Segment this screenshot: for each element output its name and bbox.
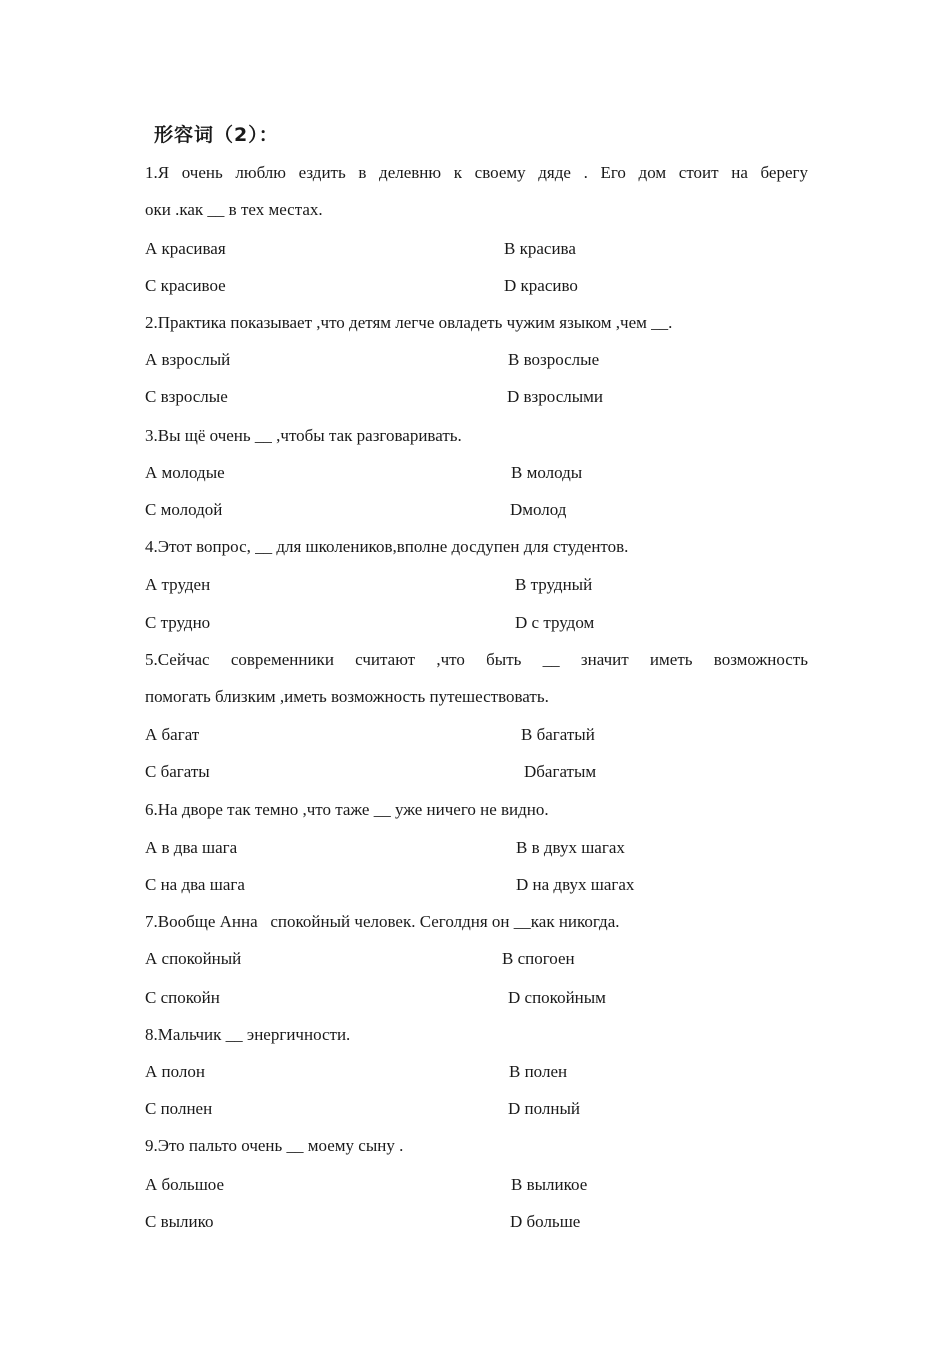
question-8-text: 8.Мальчик __ энергичности.	[145, 1025, 351, 1044]
question-4-option-c: С трудно	[145, 613, 211, 632]
question-8-option-a: А полон	[145, 1062, 205, 1081]
question-3-option-b: В молоды	[511, 463, 583, 482]
question-5-option-b: В багатый	[521, 725, 595, 744]
question-2-option-d: D взрослыми	[507, 387, 603, 406]
question-1-option-d: D красиво	[504, 276, 578, 295]
question-6-option-c: С на два шага	[145, 875, 245, 894]
question-7-text: 7.Вообще Анна спокойный человек. Сеголдня он __как никогда.	[145, 912, 620, 931]
question-9-text: 9.Это пальто очень __ моему сыну .	[145, 1136, 404, 1155]
question-5-text-line-1: 5.Сейчас современники считают ,что быть __ значит иметь возможность	[145, 650, 808, 669]
question-1-option-c: С красивое	[145, 276, 226, 295]
question-1-text-line-2: оки .как __ в тех местах.	[145, 200, 323, 219]
question-2-option-a: А взрослый	[145, 350, 231, 369]
question-3-text: 3.Вы щё очень __ ,чтобы так разговаривать.	[145, 426, 462, 445]
question-4-option-d: D с трудом	[515, 613, 595, 632]
question-4-option-b: В трудный	[515, 575, 593, 594]
question-5-option-d: Dбагатым	[524, 762, 597, 781]
question-1-option-a: А красивая	[145, 239, 226, 258]
question-2-text: 2.Практика показывает ,что детям легче овладеть чужим языком ,чем __.	[145, 313, 673, 332]
question-6-option-b: В в двух шагах	[516, 838, 625, 857]
question-8-option-b: В полен	[509, 1062, 568, 1081]
question-3-option-d: Dмолод	[510, 500, 567, 519]
question-4-text: 4.Этот вопрос, __ для школеников,вполне досдупен для студентов.	[145, 537, 629, 556]
question-1-text-line-1: 1.Я очень люблю ездить в делевню к своему дяде . Его дом стоит на берегу	[145, 163, 808, 182]
question-3-option-a: А молодые	[145, 463, 225, 482]
question-5-option-a: А багат	[145, 725, 200, 744]
question-2-option-c: С взрослые	[145, 387, 228, 406]
question-2-option-b: В возрослые	[508, 350, 600, 369]
question-9-option-d: D больше	[510, 1212, 581, 1231]
question-8-option-c: С полнен	[145, 1099, 213, 1118]
page-title: 形容词（2）：	[154, 124, 279, 146]
question-5-text-line-2: помогать близким ,иметь возможность путешествовать.	[145, 687, 549, 706]
question-7-option-d: D спокойным	[508, 988, 606, 1007]
question-5-option-c: С багаты	[145, 762, 210, 781]
question-7-option-a: А спокойный	[145, 949, 242, 968]
question-9-option-b: В выликое	[511, 1175, 588, 1194]
question-1-option-b: В красива	[504, 239, 576, 258]
question-7-option-c: С спокойн	[145, 988, 220, 1007]
question-9-option-c: С вылико	[145, 1212, 214, 1231]
question-6-text: 6.На дворе так темно ,что таже __ уже ничего не видно.	[145, 800, 549, 819]
question-8-option-d: D полный	[508, 1099, 581, 1118]
question-4-option-a: А труден	[145, 575, 211, 594]
question-6-option-a: А в два шага	[145, 838, 238, 857]
question-3-option-c: С молодой	[145, 500, 223, 519]
question-7-option-b: В спогоен	[502, 949, 575, 968]
question-6-option-d: D на двух шагах	[516, 875, 635, 894]
question-9-option-a: А большое	[145, 1175, 225, 1194]
